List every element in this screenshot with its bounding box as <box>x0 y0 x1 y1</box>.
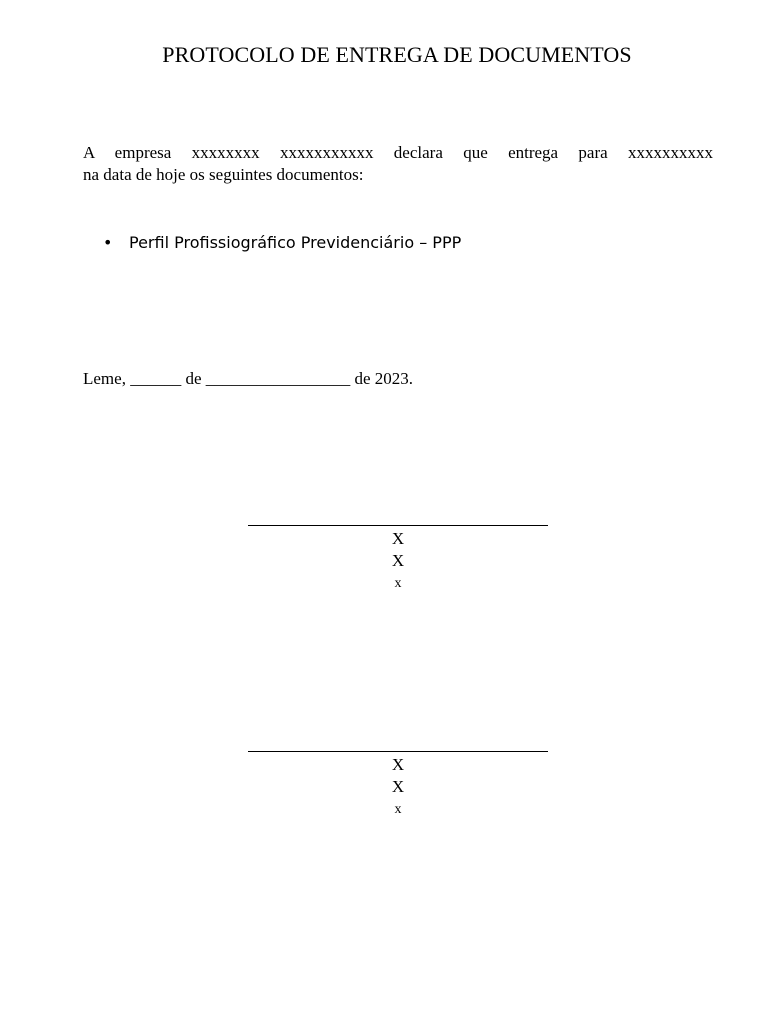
signature-line-2-text: X <box>391 551 405 570</box>
signature-line-3-text: x <box>394 802 402 817</box>
signature-line-3-text: x <box>394 576 402 591</box>
list-item-label: Perfil Profissiográfico Previdenciário – PPP <box>129 233 462 252</box>
signature-block-2 <box>248 751 548 822</box>
documents-list <box>100 232 461 254</box>
bullet-icon: • <box>103 233 113 252</box>
document-title: PROTOCOLO DE ENTREGA DE DOCUMENTOS <box>162 42 632 67</box>
signature-line <box>248 525 548 526</box>
signature-line-1-text: X <box>391 529 405 548</box>
declaration-line-1: A empresa xxxxxxxx xxxxxxxxxxx declara que entrega para xxxxxxxxxx <box>83 143 713 162</box>
signature-line-2-text: X <box>391 777 405 796</box>
date-line: Leme, ______ de _________________ de 2023. <box>83 369 414 388</box>
signature-line <box>248 751 548 752</box>
signature-line-1-text: X <box>391 755 405 774</box>
signature-block-1 <box>248 525 548 596</box>
declaration-line-2: na data de hoje os seguintes documentos: <box>83 165 364 184</box>
list-item <box>100 232 461 254</box>
declaration-paragraph <box>83 142 713 186</box>
